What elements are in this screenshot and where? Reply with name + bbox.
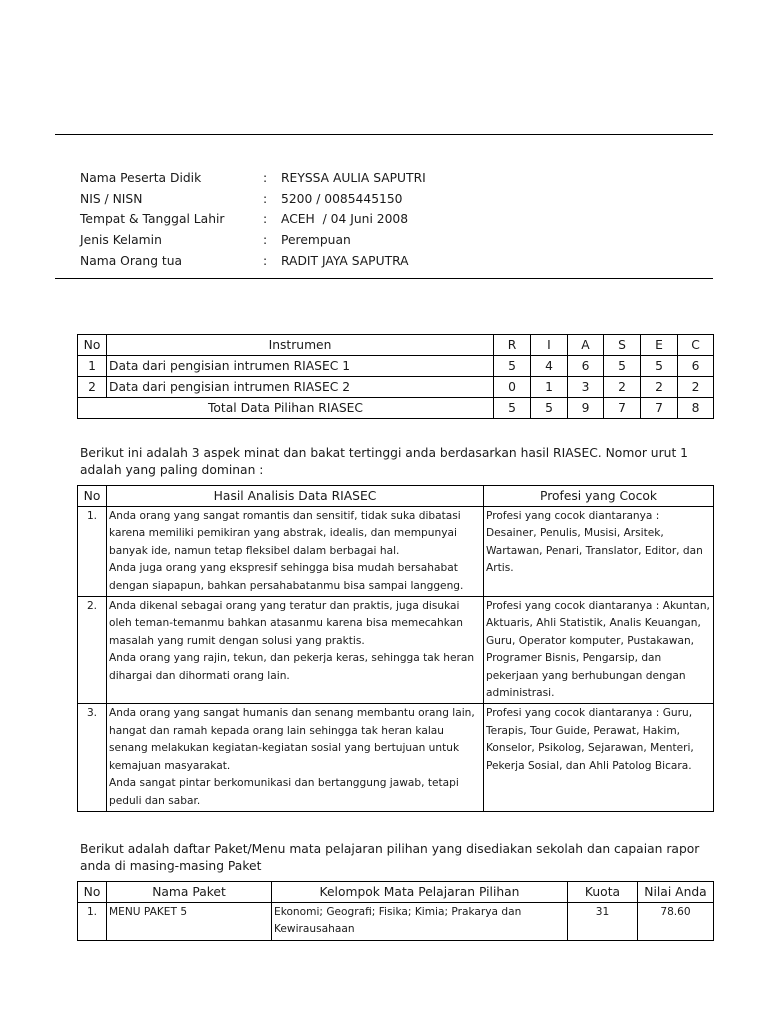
column-header: R [494,335,531,356]
paket-score: 78.60 [638,903,714,941]
identity-value: 5200 / 0085445150 [281,192,403,206]
row-number: 1. [78,903,107,941]
total-e: 7 [641,398,678,419]
column-header: Profesi yang Cocok [484,486,714,507]
top-divider [55,134,713,135]
column-header: C [678,335,714,356]
table-row [78,903,714,941]
total-label: Total Data Pilihan RIASEC [78,398,494,419]
row-number: 1 [78,356,107,377]
paket-quota: 31 [568,903,638,941]
profession-cell: Profesi yang cocok diantaranya : Desainer, Penulis, Musisi, Arsitek, Wartawan, Penari, Translator, Editor, dan Artis. [484,507,714,597]
score-a: 6 [568,356,604,377]
riasec-header-row [78,335,714,356]
column-header: Nama Paket [107,882,272,903]
paket-intro-text: Berikut adalah daftar Paket/Menu mata pelajaran pilihan yang disediakan sekolah dan capaian rapor anda di masing-masing Paket [80,842,700,873]
identity-label: Tempat & Tanggal Lahir [80,212,225,226]
paket-table [77,881,714,941]
score-s: 5 [604,356,641,377]
table-row [78,704,714,811]
total-s: 7 [604,398,641,419]
riasec-analysis-table [77,485,714,812]
column-header: Hasil Analisis Data RIASEC [107,486,484,507]
identity-label: NIS / NISN [80,192,143,206]
analysis-cell [107,597,484,704]
profession-cell: Profesi yang cocok diantaranya : Guru, Terapis, Tour Guide, Perawat, Hakim, Konselor, Psikolog, Sejarawan, Menteri, Pekerja Sosial, dan Ahli Patolog Bicara. [484,704,714,811]
analysis-paragraph: Anda orang yang sangat romantis dan sensitif, tidak suka dibatasi karena memiliki pemikiran yang abstrak, idealis, dan mempunyai banyak ide, namun tetap fleksibel dalam berbagai hal. [109,510,461,557]
column-header: S [604,335,641,356]
row-number: 2 [78,377,107,398]
score-r: 5 [494,356,531,377]
analysis-paragraph: Anda orang yang sangat humanis dan senang membantu orang lain, hangat dan ramah kepada orang lain sehingga tak heran kalau senang melakukan kegiatan-kegiatan sosial yang bertujuan untuk kemajuan masyarakat. [109,707,475,772]
row-number: 2. [78,597,107,704]
riasec-intro-text: Berikut ini adalah 3 aspek minat dan bakat tertinggi anda berdasarkan hasil RIASEC. Nomor urut 1 adalah yang paling dominan : [80,446,688,477]
table-row [78,356,714,377]
total-r: 5 [494,398,531,419]
identity-label: Nama Peserta Didik [80,171,202,185]
column-header: Nilai Anda [638,882,714,903]
table-row [78,377,714,398]
score-a: 3 [568,377,604,398]
column-header: Kuota [568,882,638,903]
column-header: Instrumen [107,335,494,356]
score-i: 4 [531,356,568,377]
identity-label: Jenis Kelamin [80,233,162,247]
analysis-cell [107,704,484,811]
column-header: No [78,486,107,507]
analysis-paragraph: Anda orang yang rajin, tekun, dan pekerja keras, sehingga tak heran dihargai dan dihormati orang lain. [109,652,475,682]
instrument-name: Data dari pengisian intrumen RIASEC 2 [107,377,494,398]
profession-cell: Profesi yang cocok diantaranya : Akuntan, Aktuaris, Ahli Statistik, Analis Keuangan, Guru, Operator komputer, Pustakawan, Programer Bisnis, Pengarsip, dan pekerjaan yang berhubungan dengan administrasi. [484,597,714,704]
total-row [78,398,714,419]
analysis-paragraph: Anda sangat pintar berkomunikasi dan bertanggung jawab, tetapi peduli dan sabar. [109,777,459,807]
column-header: E [641,335,678,356]
row-number: 3. [78,704,107,811]
total-a: 9 [568,398,604,419]
analysis-header-row [78,486,714,507]
score-r: 0 [494,377,531,398]
identity-separator: : [263,192,268,206]
identity-separator: : [263,212,268,226]
analysis-paragraph: Anda dikenal sebagai orang yang teratur dan praktis, juga disukai oleh teman-temanmu bahkan atasanmu karena bisa memecahkan masalah yang rumit dengan solusi yang praktis. [109,600,463,647]
identity-separator: : [263,171,268,185]
score-s: 2 [604,377,641,398]
identity-separator: : [263,254,268,268]
paket-name: MENU PAKET 5 [107,903,272,941]
total-c: 8 [678,398,714,419]
riasec-score-table [77,334,714,419]
total-i: 5 [531,398,568,419]
identity-value: ACEH / 04 Juni 2008 [281,212,409,226]
table-row [78,507,714,597]
section-divider [55,278,713,279]
instrument-name: Data dari pengisian intrumen RIASEC 1 [107,356,494,377]
score-i: 1 [531,377,568,398]
identity-label: Nama Orang tua [80,254,183,268]
column-header: Kelompok Mata Pelajaran Pilihan [272,882,568,903]
score-e: 2 [641,377,678,398]
score-c: 6 [678,356,714,377]
paket-subjects: Ekonomi; Geografi; Fisika; Kimia; Prakarya dan Kewirausahaan [272,903,568,941]
score-e: 5 [641,356,678,377]
score-c: 2 [678,377,714,398]
identity-value: REYSSA AULIA SAPUTRI [281,171,426,185]
identity-separator: : [263,233,268,247]
analysis-cell [107,507,484,597]
column-header: No [78,882,107,903]
row-number: 1. [78,507,107,597]
column-header: A [568,335,604,356]
paket-header-row [78,882,714,903]
identity-value: Perempuan [281,233,351,247]
table-row [78,597,714,704]
column-header: I [531,335,568,356]
identity-value: RADIT JAYA SAPUTRA [281,254,409,268]
analysis-paragraph: Anda juga orang yang ekspresif sehingga bisa mudah bersahabat dengan siapapun, bahkan persahabatanmu bisa sampai langgeng. [109,562,464,592]
column-header: No [78,335,107,356]
